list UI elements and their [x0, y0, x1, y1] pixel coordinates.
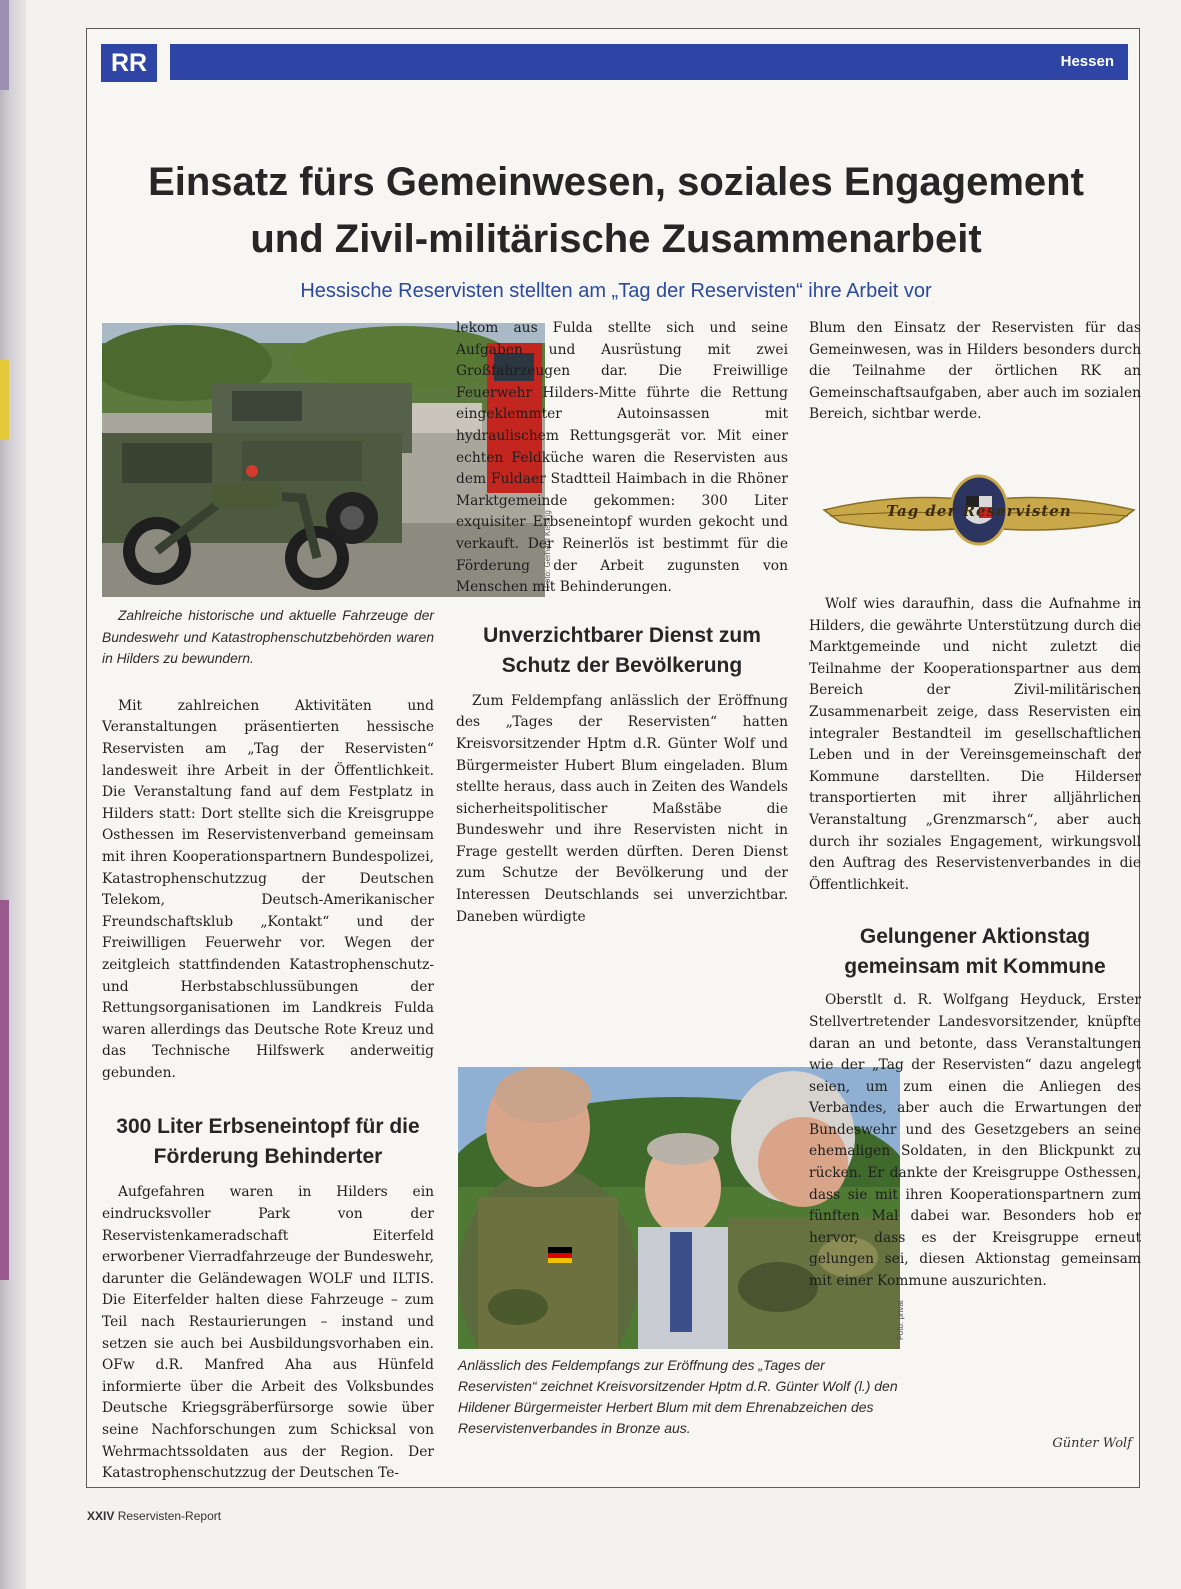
author-signature: Günter Wolf: [1052, 1436, 1132, 1451]
publication-name: Reservisten-Report: [117, 1509, 222, 1523]
magazine-badge: RR: [101, 44, 157, 82]
paragraph-text: lekom aus Fulda stellte sich und seine Aufgaben und Ausrüstung mit zwei Großfahrzeugen dar. Die Freiwillige Feuerwehr Hilders-Mitte führte die Rettung eingeklemmter Autoinsassen mit hydraulischem Rettungsgerät vor. Mit einer echten Feldküche waren die Reservisten aus dem Fuldaer Stadtteil Haimbach in die Rhöner Marktgemeinde gekommen: 300 Liter exquisiter Erbseneintopf wurden gekocht und verkauft. Der Reinerlös ist bestimmt für die Förderung der Arbeit zugunsten von Menschen mit Behinderungen.: [456, 320, 788, 596]
column-2: [456, 318, 788, 928]
edge-strip: [0, 900, 9, 1280]
section-heading: Gelungener Aktionstag gemeinsam mit Kommune: [844, 925, 1106, 979]
tag-der-reservisten-logo: [820, 470, 1138, 560]
headline-line-1: Einsatz fürs Gemeinwesen, soziales Engagement: [148, 160, 1084, 204]
paragraph: Oberstlt d. R. Wolfgang Heyduck, Erster Stellvertretender Landesvorsitzender, knüpfte daran an und betonte, dass Veranstaltungen wie der „Tag der Reservisten“ dazu angelegt seien, um zum einen die Anliegen des Verbandes, aber auch die Erwartungen der Bundeswehr und des Gesetzgebers an seine ehemaligen Soldaten, in den Blickpunkt zu rücken. Er dankte der Kreisgruppe Osthessen, dass sie mit ihren Kooperationspartnern zum fünften Mal dabei war. Besonders hob er hervor, dass es der Kreisgruppe erneut gelungen sei, diesen Aktionstag gemeinsam mit einer Kommune auszurichten.: [809, 992, 1141, 1290]
article-headline: [96, 154, 1136, 268]
column-3-continued: [809, 594, 1141, 1293]
edge-strip: [0, 360, 9, 440]
column-1: [102, 605, 434, 1485]
logo-text: Tag der Reservisten: [886, 502, 1072, 520]
photo-caption-block: [458, 1355, 898, 1439]
page-footer: [87, 1509, 221, 1523]
region-label: Hessen: [1060, 53, 1114, 70]
headline-line-2: und Zivil-militärische Zusammenarbeit: [250, 217, 982, 261]
photo-credit: Foto: Gerhard Kissing: [543, 510, 552, 588]
column-3: [809, 318, 1141, 426]
photo-credit: Foto: privat: [896, 1299, 905, 1340]
paragraph: Blum den Einsatz der Reservisten für das Gemeinwesen, was in Hilders besonders durch die Teilnahme der örtlichen RK an Gemeinschaftsaufgaben, aber auch im sozialen Bereich, sichtbar werde.: [809, 320, 1141, 423]
article-subtitle: Hessische Reservisten stellten am „Tag der Reservisten“ ihre Arbeit vor: [300, 280, 932, 302]
photo-caption: Anlässlich des Feldempfangs zur Eröffnung des „Tages der Reservisten“ zeichnet Kreisvorsitzender Hptm d.R. Günter Wolf (l.) den Hildener Bürgermeister Herbert Blum mit dem Ehrenabzeichen des Reservistenverbandes in Bronze aus.: [458, 1357, 898, 1436]
paragraph: [456, 318, 788, 599]
region-band: [170, 44, 1128, 80]
section-heading: Unverzichtbarer Dienst zum Schutz der Bevölkerung: [483, 623, 761, 677]
paragraph: Aufgefahren waren in Hilders ein eindrucksvoller Park von der Reservistenkameradschaft Eiterfeld erworbener Vierradfahrzeuge der Bundeswehr, darunter die Geländewagen WOLF und ILTIS. Die Eiterfelder halten diese Fahrzeuge – zum Teil nach Restaurierungen – instand und setzen sie auch bei Ausbildungsvorhaben ein. OFw d.R. Manfred Aha aus Hünfeld informierte über die Arbeit des Volksbundes Deutsche Kriegsgräberfürsorge sowie über seine Nachforschungen zum Schicksal von Wehrmachtssoldaten aus der Region. Der Katastrophenschutzzug der Deutschen Te-: [102, 1184, 434, 1482]
page-number: XXIV: [87, 1509, 115, 1523]
section-heading: 300 Liter Erbseneintopf für die Förderung Behinderter: [116, 1115, 420, 1169]
edge-strip: [0, 0, 9, 90]
paragraph: Wolf wies daraufhin, dass die Aufnahme in Hilders, die gewährte Unterstützung durch die Marktgemeinde und nicht zuletzt die Teilnahme der Kooperationspartner aus dem Bereich der Zivil-militärischen Zusammenarbeit zeige, dass Reservisten ein integraler Bestandteil im gesellschaftlichen Leben und in der Vereinsgemeinschaft der Kommune darstellten. Die Hilderser transportierten mit ihrer alljährlichen Veranstaltung „Grenzmarsch“, aber auch durch ihr soziales Engagement, wirkungsvoll den Auftrag des Reservistenverbandes in die Öffentlichkeit.: [809, 596, 1141, 893]
paragraph: Mit zahlreichen Aktivitäten und Veranstaltungen präsentierten hessische Reservisten am „Tag der Reservisten“ landesweit ihre Arbeit in der Öffentlichkeit. Die Veranstaltung fand auf dem Festplatz in Hilders statt: Dort stellte sich die Kreisgruppe Osthessen im Reservistenverband gemeinsam mit ihren Kooperationspartnern Bundespolizei, Katastrophenschutzzug der Deutschen Telekom, Deutsch-Amerikanischer Freundschaftsklub „Kontakt“ und der Freiwilligen Feuerwehr vor. Wegen der zeitgleich stattfindenden Katastrophenschutz- und Herbstabschlussübungen der Rettungsorganisationen im Landkreis Fulda waren allerdings das Deutsche Rote Kreuz und das Technische Hilfswerk anderweitig gebunden.: [102, 697, 434, 1081]
photo-caption: Zahlreiche historische und aktuelle Fahrzeuge der Bundeswehr und Katastrophenschutzbehörden waren in Hilders zu bewundern.: [102, 608, 434, 667]
page-edge: [0, 0, 26, 1589]
paragraph: Zum Feldempfang anlässlich der Eröffnung des „Tages der Reservisten“ hatten Kreisvorsitzender Hptm d.R. Günter Wolf und Bürgermeister Hubert Blum eingeladen. Blum stellte heraus, dass auch in Zeiten des Wandels sicherheitspolitischer Maßstäbe die Bundeswehr und ihre Reservisten nicht in Frage gestellt werden dürften. Deren Dienst zum Schutze der Bevölkerung und der Interessen Deutschlands sei unverzichtbar. Daneben würdigte: [456, 692, 788, 925]
